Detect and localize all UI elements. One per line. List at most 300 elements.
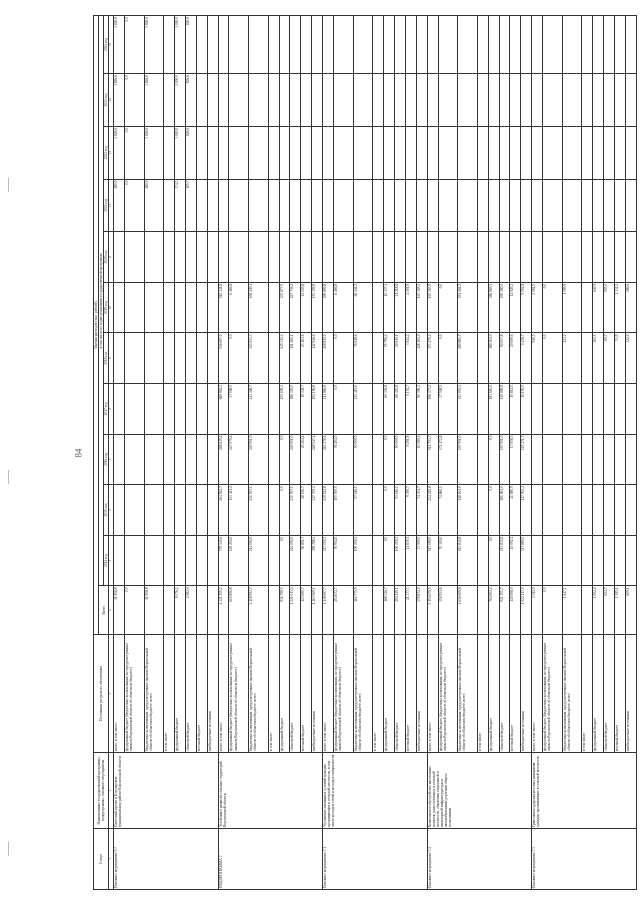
year-value-cell: 192 196,8 xyxy=(312,384,323,435)
year-value-cell xyxy=(582,74,593,127)
year-value-cell: 171 472,8 xyxy=(438,434,458,485)
year-value-cell xyxy=(301,232,312,283)
total-value-cell: 145 008,0 xyxy=(510,586,521,634)
year-value-cell: 280 883,7 xyxy=(458,333,478,384)
year-value-cell: 50 000,0 xyxy=(353,434,373,485)
year-value-cell xyxy=(312,74,323,127)
year-value-cell: 1 195,9 xyxy=(562,282,582,333)
year-value-cell: 218 815,0 xyxy=(323,333,334,384)
year-value-cell xyxy=(438,126,458,179)
column-number: 4 xyxy=(109,586,114,634)
year-value-cell xyxy=(416,179,427,232)
funding-source-cell: областной бюджет xyxy=(395,634,406,752)
year-value-cell: 0,0 xyxy=(488,535,499,586)
year-value-cell: 263 276,4 xyxy=(323,434,334,485)
year-value-cell xyxy=(543,126,563,179)
year-value-cell xyxy=(373,16,384,74)
funding-source-cell: федеральный бюджет (бюджетные ассигнования, не предусмотренные законом Воронежской области об областном бюджете) xyxy=(124,634,144,752)
year-value-cell xyxy=(268,485,279,536)
year-value-cell: 323 953,1 xyxy=(458,384,478,435)
year-value-cell xyxy=(164,126,175,179)
year-value-cell: 640,9 xyxy=(593,282,604,333)
total-value-cell: 0,0 xyxy=(543,586,563,634)
funding-source-cell: местный бюджет xyxy=(614,634,625,752)
funding-source-cell: всего, в том числе: xyxy=(114,634,125,752)
year-value-cell xyxy=(207,535,218,586)
total-value-cell xyxy=(477,586,488,634)
year-value-cell xyxy=(543,384,563,435)
year-value-cell: 186 325,0 xyxy=(290,384,301,435)
year-value-cell xyxy=(488,74,499,127)
year-value-cell: 100 259,2 xyxy=(353,535,373,586)
year-value-cell xyxy=(395,179,406,232)
year-value-cell: 435 877,9 xyxy=(279,282,290,333)
year-value-cell: 0,0 xyxy=(438,333,458,384)
year-value-cell xyxy=(405,16,416,74)
funding-source-cell: областной бюджет xyxy=(290,634,301,752)
year-value-cell xyxy=(175,282,186,333)
year-value-cell: 231 557,1 xyxy=(249,485,269,536)
year-value-cell xyxy=(593,126,604,179)
year-value-cell: 0,0 xyxy=(124,16,144,74)
funding-source-cell: областной бюджет xyxy=(604,634,615,752)
total-value-cell: 41 377,3 xyxy=(405,586,416,634)
total-value-cell: 624,7 xyxy=(604,586,615,634)
year-value-cell: 21 218,8 xyxy=(395,282,406,333)
year-value-cell xyxy=(144,232,164,283)
year-value-cell: 15 814,0 xyxy=(510,384,521,435)
year-value-cell xyxy=(427,126,438,179)
year-value-cell: 322,4 xyxy=(625,333,636,384)
year-value-cell xyxy=(268,16,279,74)
funding-source-cell: всего, в том числе: xyxy=(427,634,438,752)
year-value-cell: 3 000,0 xyxy=(175,16,186,74)
year-value-cell xyxy=(625,16,636,74)
year-value-cell: 181 961,0 xyxy=(499,485,510,536)
total-value-cell: 1 138 697,7 xyxy=(323,586,334,634)
year-value-cell: 19 338,7 xyxy=(301,384,312,435)
year-value-cell xyxy=(625,485,636,536)
year-value-cell: 90 396,4 xyxy=(416,384,427,435)
funding-source-cell: бюджетные ассигнования, предусмотренные законом Воронежской области об областном бюджете, всего xyxy=(353,634,373,752)
year-value-cell xyxy=(196,126,207,179)
year-value-cell xyxy=(582,232,593,283)
year-value-cell: 11 839,1 xyxy=(405,535,416,586)
year-value-cell: 23 161,6 xyxy=(301,333,312,384)
year-value-cell xyxy=(395,126,406,179)
funding-source-cell: внебюджетные источники xyxy=(312,634,323,752)
year-value-cell xyxy=(196,16,207,74)
year-value-cell xyxy=(532,74,543,127)
program-name-cell: Устойчивое развитие сельских территорий Воронежской области xyxy=(218,752,323,828)
budget-table xyxy=(93,15,637,890)
year-value-cell xyxy=(144,434,164,485)
year-value-cell: 167 365,0 xyxy=(416,282,427,333)
year-value-cell: 6 466,8 xyxy=(333,282,353,333)
year-value-cell xyxy=(604,126,615,179)
funding-source-cell: федеральный бюджет (бюджетные ассигнования, не предусмотренные законом Воронежской области об областном бюджете) xyxy=(543,634,563,752)
year-value-cell xyxy=(229,16,249,74)
year-value-cell: 45 337,4 xyxy=(384,282,395,333)
year-value-cell: 526 697,0 xyxy=(218,333,229,384)
year-value-cell: 689 962,2 xyxy=(218,384,229,435)
year-value-cell xyxy=(268,179,279,232)
funding-source-cell: федеральный бюджет xyxy=(384,634,395,752)
year-value-cell xyxy=(323,16,334,74)
year-value-cell: 0,0 xyxy=(124,126,144,179)
funding-source-cell: федеральный бюджет xyxy=(175,634,186,752)
year-value-cell xyxy=(384,16,395,74)
year-value-cell xyxy=(207,16,218,74)
year-value-cell xyxy=(229,179,249,232)
funding-source-cell: в том числе: xyxy=(164,634,175,752)
year-value-cell xyxy=(373,232,384,283)
year-value-cell: 9 478,7 xyxy=(521,333,532,384)
year-value-cell: 113 832,8 xyxy=(458,535,478,586)
year-value-cell: 0,0 xyxy=(384,434,395,485)
year-value-cell: 511 753,7 xyxy=(427,434,438,485)
status-header: Статус xyxy=(94,828,109,889)
year-value-cell xyxy=(185,282,196,333)
year-value-cell: 0,0 xyxy=(384,485,395,536)
total-value-cell xyxy=(268,586,279,634)
year-value-cell xyxy=(427,74,438,127)
program-name-cell: Комплексное обустройство населенных пунктов, расположенных в сельской местности, объектами социальной и инженерной инфраструктуры и автомобильными дорогами общего пользования xyxy=(427,752,532,828)
year-header: 2024 год xyxy=(104,16,109,74)
total-value-cell: 462 775,5 xyxy=(353,586,373,634)
funding-source-cell: местный бюджет xyxy=(196,634,207,752)
year-value-cell xyxy=(562,434,582,485)
total-header: Всего xyxy=(99,586,109,634)
year-value-cell: 148 161,0 xyxy=(458,485,478,536)
year-value-cell xyxy=(521,179,532,232)
year-value-cell xyxy=(562,74,582,127)
year-value-cell xyxy=(543,179,563,232)
year-value-cell xyxy=(373,282,384,333)
year-value-cell: 37 598,5 xyxy=(438,384,458,435)
year-value-cell xyxy=(312,126,323,179)
year-value-cell: 76 954,0 xyxy=(333,535,353,586)
year-value-cell: 60 336,8 xyxy=(384,384,395,435)
year-value-cell xyxy=(196,485,207,536)
year-value-cell: 74 351,7 xyxy=(416,485,427,536)
column-number: 6 xyxy=(109,485,114,536)
year-value-cell xyxy=(353,16,373,74)
year-value-cell: 227 736,2 xyxy=(290,282,301,333)
year-value-cell xyxy=(384,74,395,127)
column-number: 9 xyxy=(109,333,114,384)
total-value-cell: 9 376,2 xyxy=(175,586,186,634)
year-value-cell xyxy=(477,333,488,384)
year-value-cell: 358 788,4 xyxy=(312,535,323,586)
year-value-cell xyxy=(562,179,582,232)
year-value-cell xyxy=(521,232,532,283)
year-value-cell: 55 796,2 xyxy=(384,333,395,384)
year-value-cell xyxy=(249,179,269,232)
status-cell: Основное мероприятие 7.2 xyxy=(427,828,532,889)
year-value-cell xyxy=(268,384,279,435)
year-value-cell: 217 050,2 xyxy=(323,535,334,586)
year-header: 2019 год xyxy=(104,282,109,333)
year-value-cell xyxy=(353,74,373,127)
year-value-cell: 147 763,4 xyxy=(521,485,532,536)
year-value-cell xyxy=(301,74,312,127)
year-value-cell: 20 810,1 xyxy=(395,333,406,384)
funding-source-cell: внебюджетные источники xyxy=(207,634,218,752)
year-value-cell xyxy=(114,535,125,586)
year-value-cell xyxy=(207,126,218,179)
year-value-cell: 268 629,4 xyxy=(218,434,229,485)
year-value-cell xyxy=(614,384,625,435)
year-value-cell xyxy=(175,384,186,435)
year-value-cell xyxy=(268,74,279,127)
total-value-cell: 294 149,1 xyxy=(395,586,406,634)
total-value-cell: 379 872,0 xyxy=(416,586,427,634)
binding-mark xyxy=(8,470,9,484)
year-value-cell xyxy=(499,179,510,232)
year-value-cell: 200 280,0 xyxy=(499,282,510,333)
year-value-cell xyxy=(614,434,625,485)
year-value-cell xyxy=(207,333,218,384)
year-value-cell: 0,0 xyxy=(229,333,249,384)
year-value-cell: 167 363,9 xyxy=(427,282,438,333)
funding-source-cell: местный бюджет xyxy=(405,634,416,752)
year-value-cell xyxy=(114,232,125,283)
year-value-cell: 779 145,6 xyxy=(218,535,229,586)
year-value-cell xyxy=(405,232,416,283)
year-value-cell xyxy=(604,179,615,232)
total-value-cell: 1 627,1 xyxy=(562,586,582,634)
year-value-cell xyxy=(144,485,164,536)
year-value-cell xyxy=(196,179,207,232)
year-header: 2014 год xyxy=(104,535,109,586)
year-value-cell xyxy=(532,16,543,74)
year-value-cell: 9 552,8 xyxy=(521,282,532,333)
column-number: 1 xyxy=(109,828,114,889)
year-value-cell xyxy=(175,535,186,586)
year-value-cell xyxy=(438,74,458,127)
total-value-cell: 0,0 xyxy=(124,586,144,634)
column-number: 8 xyxy=(109,384,114,435)
year-value-cell: 69,7 xyxy=(604,333,615,384)
year-value-cell: 63 580,6 xyxy=(416,434,427,485)
year-value-cell xyxy=(395,232,406,283)
year-value-cell: 17 058,3 xyxy=(510,434,521,485)
year-value-cell xyxy=(604,535,615,586)
year-value-cell xyxy=(144,384,164,435)
year-value-cell xyxy=(124,232,144,283)
year-value-cell xyxy=(582,126,593,179)
year-value-cell xyxy=(543,535,563,586)
year-value-cell xyxy=(268,232,279,283)
year-value-cell xyxy=(543,232,563,283)
year-value-cell: 57 616,1 xyxy=(353,485,373,536)
total-value-cell: 1 636 609,8 xyxy=(458,586,478,634)
year-value-cell xyxy=(562,535,582,586)
year-value-cell: 196 377,2 xyxy=(427,384,438,435)
year-value-cell xyxy=(625,434,636,485)
status-cell: Основное мероприятие 7.3 xyxy=(532,828,637,889)
year-value-cell: 327 739,2 xyxy=(312,485,323,536)
year-header: 2022 год xyxy=(104,126,109,179)
year-value-cell xyxy=(249,232,269,283)
year-value-cell: 125 271,7 xyxy=(521,434,532,485)
year-value-cell xyxy=(582,535,593,586)
year-value-cell xyxy=(625,535,636,586)
by-years-header: в том числе по годам реализации государственной программы xyxy=(99,16,104,586)
year-value-cell xyxy=(353,179,373,232)
year-value-cell: 113 832,8 xyxy=(499,535,510,586)
year-value-cell xyxy=(416,232,427,283)
year-value-cell xyxy=(268,535,279,586)
year-value-cell xyxy=(510,232,521,283)
year-value-cell xyxy=(625,179,636,232)
year-value-cell: 3 826,6 xyxy=(144,74,164,127)
year-value-cell: 5 154,7 xyxy=(405,384,416,435)
year-value-cell: 189 504,9 xyxy=(488,333,499,384)
funding-source-cell: в том числе: xyxy=(477,634,488,752)
year-value-cell xyxy=(395,74,406,127)
total-value-cell: 1 002,4 xyxy=(593,586,604,634)
year-value-cell xyxy=(582,179,593,232)
year-value-cell: 140 089,8 xyxy=(499,384,510,435)
year-value-cell xyxy=(249,16,269,74)
status-cell: Основное мероприятие 7.1 xyxy=(323,828,428,889)
year-value-cell: 214 092,0 xyxy=(290,535,301,586)
year-value-cell xyxy=(279,126,290,179)
year-value-cell xyxy=(268,126,279,179)
year-value-cell xyxy=(207,434,218,485)
total-value-cell xyxy=(582,586,593,634)
year-value-cell: 239 922,8 xyxy=(323,485,334,536)
year-value-cell xyxy=(207,485,218,536)
year-value-cell: 153 359,8 xyxy=(312,282,323,333)
year-value-cell: 826,6 xyxy=(185,74,196,127)
year-value-cell xyxy=(290,179,301,232)
year-value-cell: 10 195,0 xyxy=(521,384,532,435)
funding-source-cell: внебюджетные источники xyxy=(416,634,427,752)
total-value-cell: 11 958,8 xyxy=(144,586,164,634)
year-value-cell xyxy=(477,179,488,232)
year-value-cell xyxy=(625,384,636,435)
year-header: 2023 год xyxy=(104,74,109,127)
year-value-cell xyxy=(477,126,488,179)
year-value-cell xyxy=(521,16,532,74)
year-value-cell xyxy=(384,232,395,283)
year-value-cell xyxy=(604,16,615,74)
year-value-cell xyxy=(458,232,478,283)
year-value-cell: 480,0 xyxy=(144,179,164,232)
year-value-cell xyxy=(185,485,196,536)
year-value-cell xyxy=(458,126,478,179)
year-value-cell: 111 460,1 xyxy=(290,333,301,384)
total-value-cell xyxy=(196,586,207,634)
total-value-cell: 11 958,8 xyxy=(114,586,125,634)
year-value-cell xyxy=(323,74,334,127)
year-value-cell xyxy=(196,384,207,435)
year-value-cell xyxy=(614,74,625,127)
year-value-cell: 551 164,2 xyxy=(458,282,478,333)
year-value-cell xyxy=(614,535,625,586)
year-value-cell xyxy=(301,16,312,74)
year-value-cell: 2 094,5 xyxy=(532,282,543,333)
year-value-cell: 374,3 xyxy=(175,179,186,232)
year-value-cell: 0,0 xyxy=(543,333,563,384)
column-number: 2 xyxy=(109,752,114,828)
year-value-cell xyxy=(196,535,207,586)
year-value-cell: 183 583,0 xyxy=(488,384,499,435)
year-value-cell xyxy=(175,485,186,536)
year-value-cell xyxy=(290,74,301,127)
year-value-cell: 361,5 xyxy=(593,333,604,384)
year-value-cell xyxy=(532,434,543,485)
year-value-cell xyxy=(416,16,427,74)
year-value-cell xyxy=(458,179,478,232)
year-value-cell xyxy=(218,179,229,232)
year-value-cell xyxy=(218,126,229,179)
year-value-cell: 37 995,0 xyxy=(416,535,427,586)
year-value-cell xyxy=(593,485,604,536)
funding-source-cell: бюджетные ассигнования, предусмотренные законом Воронежской области об областном бюджете, всего xyxy=(249,634,269,752)
total-value-cell xyxy=(373,586,384,634)
year-header: 2016 год xyxy=(104,434,109,485)
year-value-cell: 142 946,6 xyxy=(312,333,323,384)
table-row xyxy=(323,16,334,890)
year-value-cell: 20 690,6 xyxy=(510,333,521,384)
year-value-cell xyxy=(323,126,334,179)
column-number: 12 xyxy=(109,179,114,232)
year-value-cell xyxy=(532,179,543,232)
year-value-cell: 214 092,0 xyxy=(249,535,269,586)
year-value-cell xyxy=(373,333,384,384)
year-value-cell xyxy=(614,126,625,179)
year-value-cell xyxy=(290,126,301,179)
year-value-cell xyxy=(124,384,144,435)
year-value-cell: 3 944,4 xyxy=(405,333,416,384)
column-number: 15 xyxy=(109,16,114,74)
year-value-cell: 28 156,7 xyxy=(301,485,312,536)
year-value-cell xyxy=(373,126,384,179)
total-value-cell: 2 582,6 xyxy=(185,586,196,634)
year-value-cell xyxy=(114,434,125,485)
year-value-cell: 443 368,7 xyxy=(249,384,269,435)
year-value-cell xyxy=(604,485,615,536)
funding-source-cell: федеральный бюджет xyxy=(488,634,499,752)
year-value-cell xyxy=(229,126,249,179)
year-value-cell: 4 191,9 xyxy=(405,282,416,333)
total-value-cell: 4 321 559,2 xyxy=(218,586,229,634)
year-value-cell xyxy=(164,179,175,232)
year-value-cell xyxy=(625,232,636,283)
year-value-cell: 37 598,5 xyxy=(229,384,249,435)
year-value-cell xyxy=(521,74,532,127)
funding-source-cell: в том числе: xyxy=(268,634,279,752)
funding-source-cell: внебюджетные источники xyxy=(625,634,636,752)
total-value-cell: 3 154 679,5 xyxy=(427,586,438,634)
column-number: 3 xyxy=(109,634,114,752)
year-value-cell xyxy=(614,232,625,283)
year-value-cell xyxy=(323,179,334,232)
year-value-cell: 76 618,6 xyxy=(353,333,373,384)
year-value-cell: 555,0 xyxy=(604,282,615,333)
year-value-cell xyxy=(124,282,144,333)
year-value-cell: 0,0 xyxy=(279,535,290,586)
table-row xyxy=(218,16,229,890)
total-value-cell: 936 798,5 xyxy=(279,586,290,634)
year-value-cell: 133 411,4 xyxy=(229,485,249,536)
year-value-cell: 41 080,9 xyxy=(510,485,521,536)
year-value-cell: 74 860,1 xyxy=(438,485,458,536)
